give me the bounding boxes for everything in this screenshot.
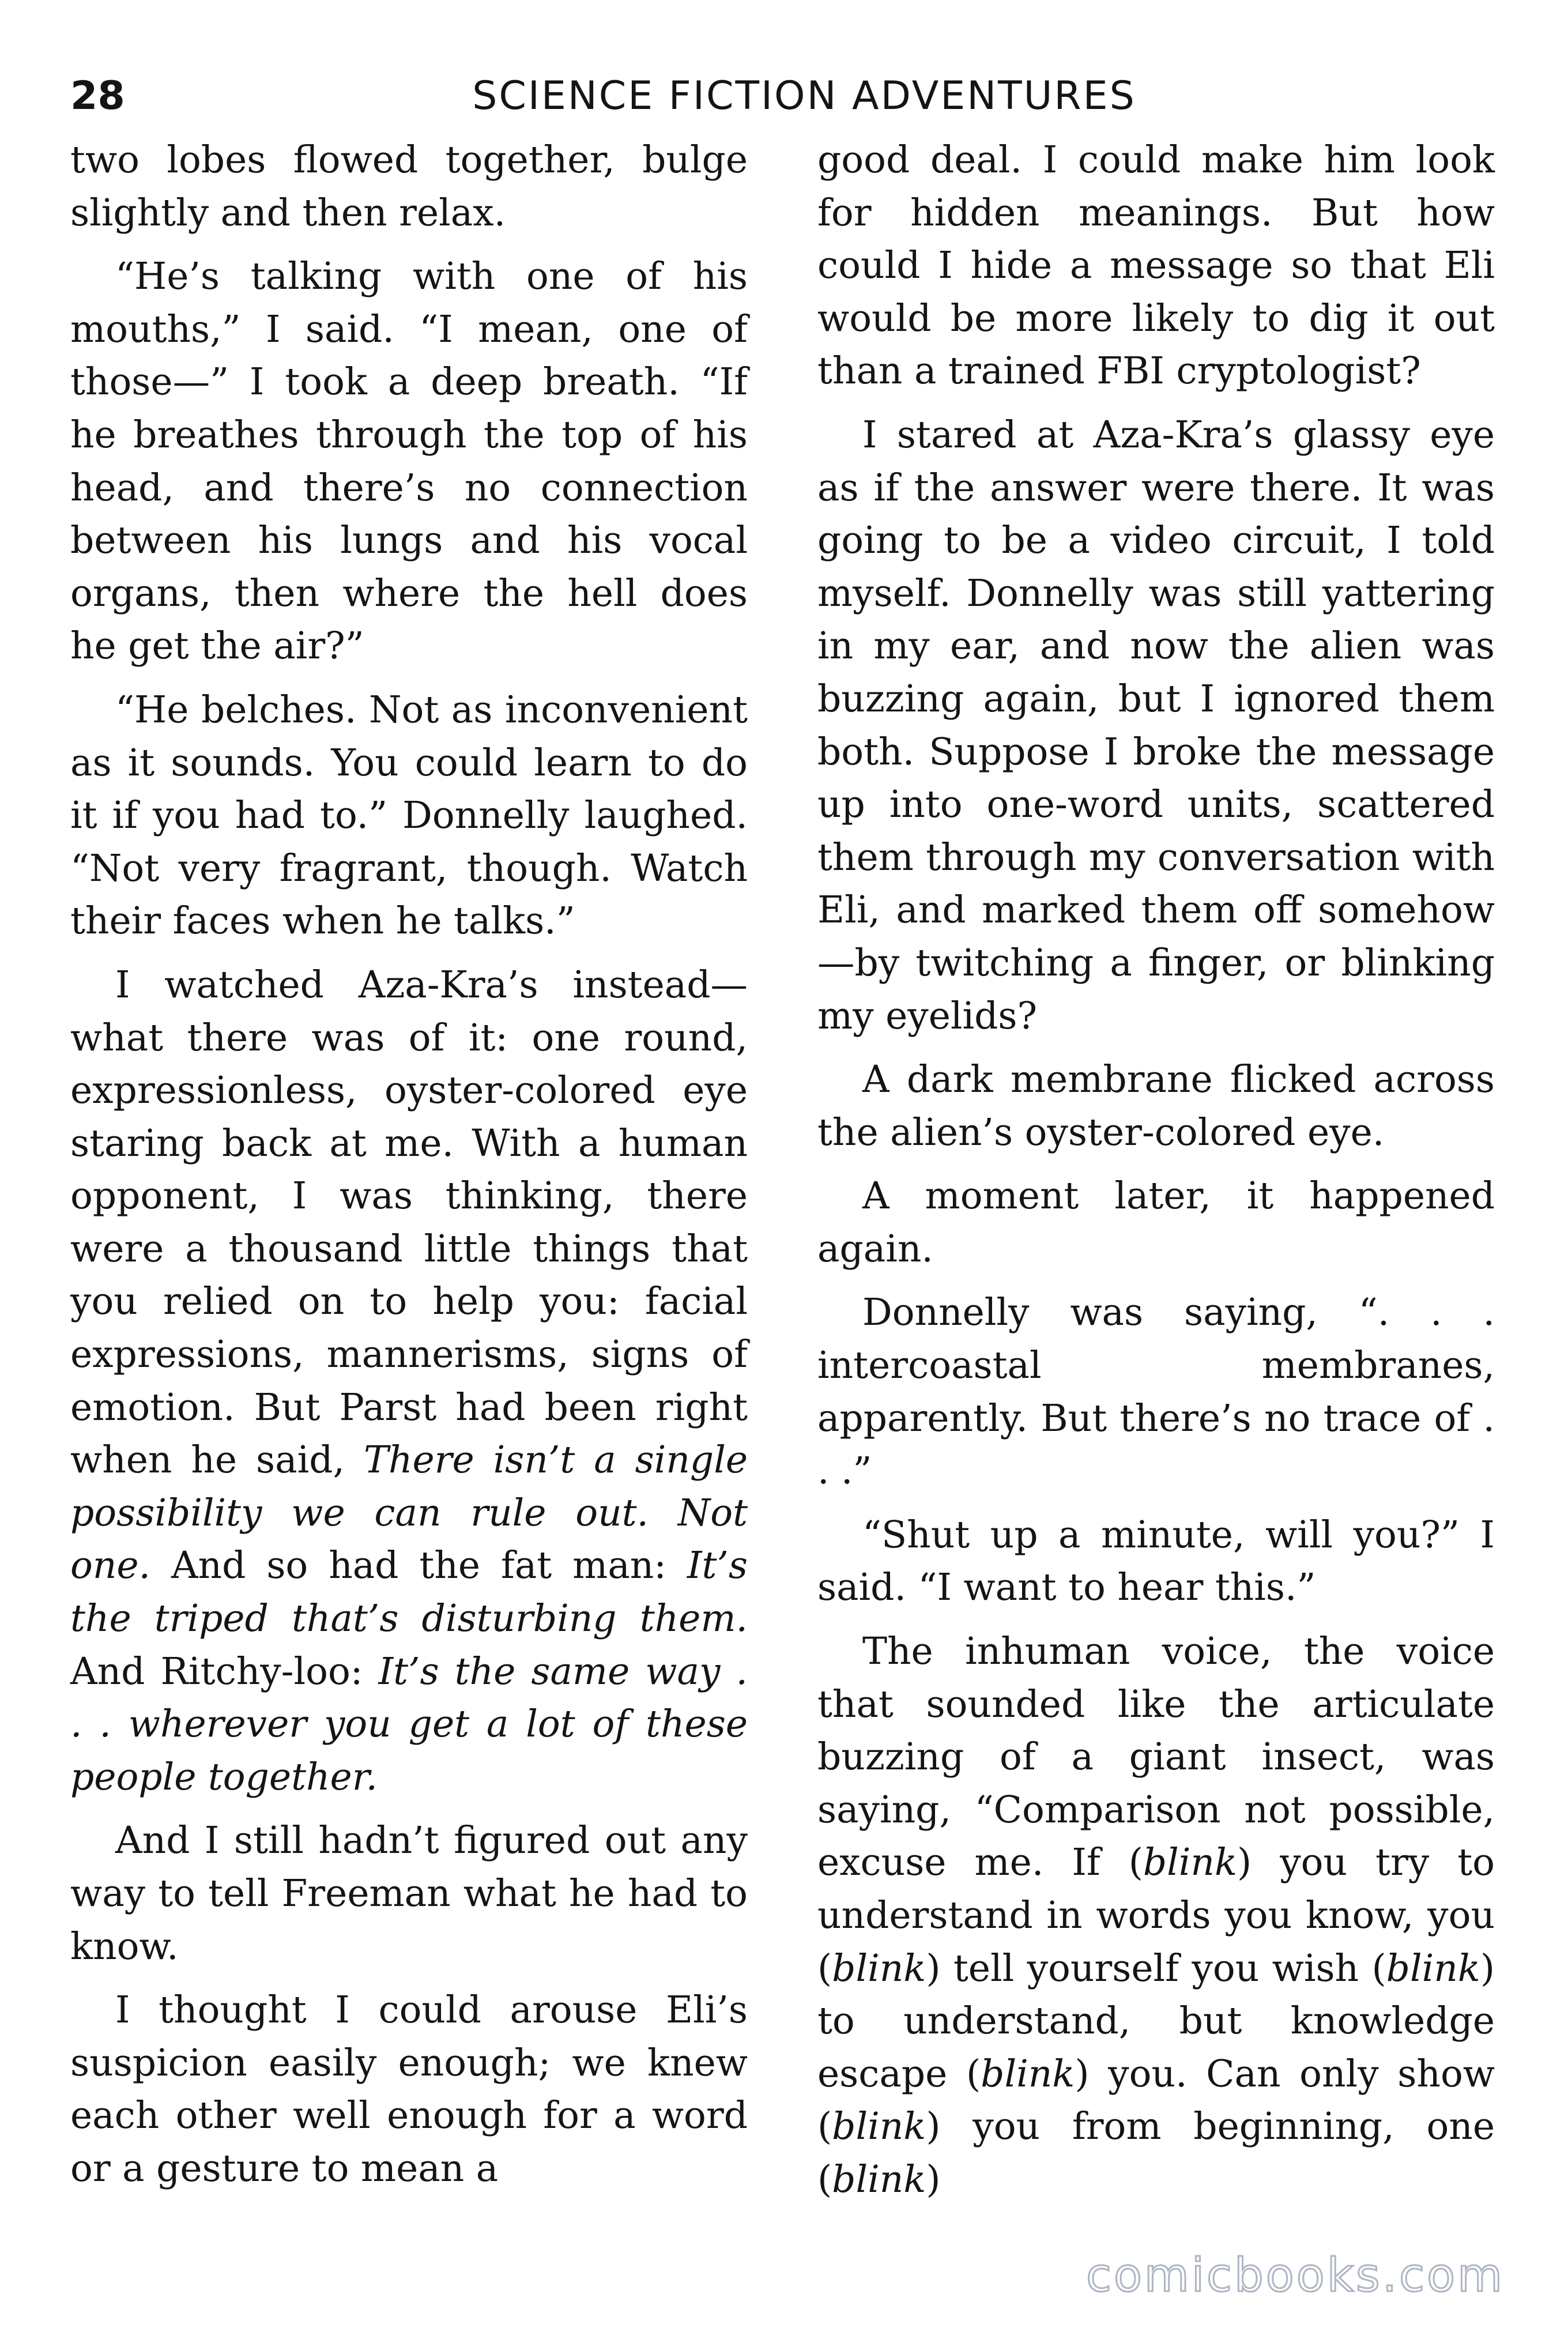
text-run: The inhuman voice, the voice that sounded like the articulate buzzing of a giant insect, was saying, “Comparison not possible, excuse me. If (	[817, 1630, 1495, 1885]
text-run: ) you. Can only show (	[817, 2052, 1495, 2149]
page-number: 28	[70, 73, 125, 119]
text-run: ) to understand, but knowledge escape (	[817, 1946, 1495, 2096]
text-run: And Ritchy-loo:	[70, 1649, 379, 1693]
paragraph: And I still hadn’t figured out any way to tell Freeman what he had to know.	[70, 1819, 748, 1968]
paragraph: Donnelly was saying, “. . . intercoastal membranes, apparently. But there’s no trace of . . .”	[817, 1291, 1495, 1493]
paragraph: A dark membrane flicked across the alien’s oyster-colored eye.	[817, 1058, 1495, 1154]
italic-word: blink	[832, 2105, 926, 2149]
paragraph: “He’s talking with one of his mouths,” I said. “I mean, one of those—” I took a deep breath. “If he breathes through the top of his head, and there’s no connection between his lungs and his vocal organs, then where the hell does he get the air?”	[70, 255, 748, 668]
italic-quote: There isn’t a single possibility we can rule out. Not one.	[70, 1438, 748, 1588]
italic-quote: It’s the triped that’s disturbing them.	[70, 1544, 748, 1641]
paragraph: good deal. I could make him look for hidden meanings. But how could I hide a message so that Eli would be more likely to dig it out than a trained FBI cryptologist?	[817, 138, 1495, 393]
text-run: ) tell yourself you wish (	[926, 1946, 1386, 1990]
text-run: And so had the fat man:	[150, 1544, 687, 1588]
paragraph: “He belches. Not as inconvenient as it sounds. You could learn to do it if you had to.” Donnelly laughed. “Not very fragrant, though. Watch their faces when he talks.”	[70, 688, 748, 943]
italic-quote: It’s the same way . . . wherever you get a lot of these people together.	[70, 1649, 748, 1799]
text-run: ) you from beginning, one (	[817, 2105, 1495, 2201]
text-run: ) you try to understand in words you know, you (	[817, 1841, 1495, 1990]
italic-word: blink	[832, 1946, 926, 1990]
left-column	[70, 134, 748, 2206]
watermark: comicbooks.com	[1085, 2248, 1505, 2302]
paragraph	[70, 959, 748, 1804]
paragraph: two lobes flowed together, bulge slightly and then relax.	[70, 138, 748, 235]
paragraph: I thought I could arouse Eli’s suspicion easily enough; we knew each other well enough for a word or a gesture to mean a	[70, 1988, 748, 2190]
paragraph: The inhuman voice, the voice that sounded like the articulate buzzing of a giant insect, was saying, “Comparison not possible, excuse me. If (blink) you try to understand in words you know, you (blink) tell yourself you wish (blink) to understand, but knowledge escape (blink) you. Can only show (blink) you from beginning, one (blink)	[817, 1630, 1495, 2201]
text-run: I watched Aza-Kra’s instead—what there was of it: one round, expressionless, oyster-colored eye staring back at me. With a human opponent, I was thinking, there were a thousand little things that you relied on to help you: facial expressions, mannerisms, signs of emotion. But Parst had been right when he said,	[70, 963, 748, 1482]
page-header	[0, 65, 1568, 128]
italic-word: blink	[1143, 1841, 1238, 1885]
paragraph: I stared at Aza-Kra’s glassy eye as if the answer were there. It was going to be a video circuit, I told myself. Donnelly was still yattering in my ear, and now the alien was buzzing again, but I ignored them both. Suppose I broke the message up into one-word units, scattered them through my conversation with Eli, and marked them off somehow—by twitching a finger, or blinking my eyelids?	[817, 413, 1495, 1038]
paragraph: “Shut up a minute, will you?” I said. “I want to hear this.”	[817, 1513, 1495, 1610]
italic-word: blink	[832, 2157, 926, 2201]
right-column	[817, 134, 1495, 2217]
running-head: SCIENCE FICTION ADVENTURES	[472, 73, 1136, 119]
italic-word: blink	[1386, 1946, 1480, 1990]
paragraph: A moment later, it happened again.	[817, 1174, 1495, 1271]
italic-word: blink	[981, 2052, 1075, 2096]
